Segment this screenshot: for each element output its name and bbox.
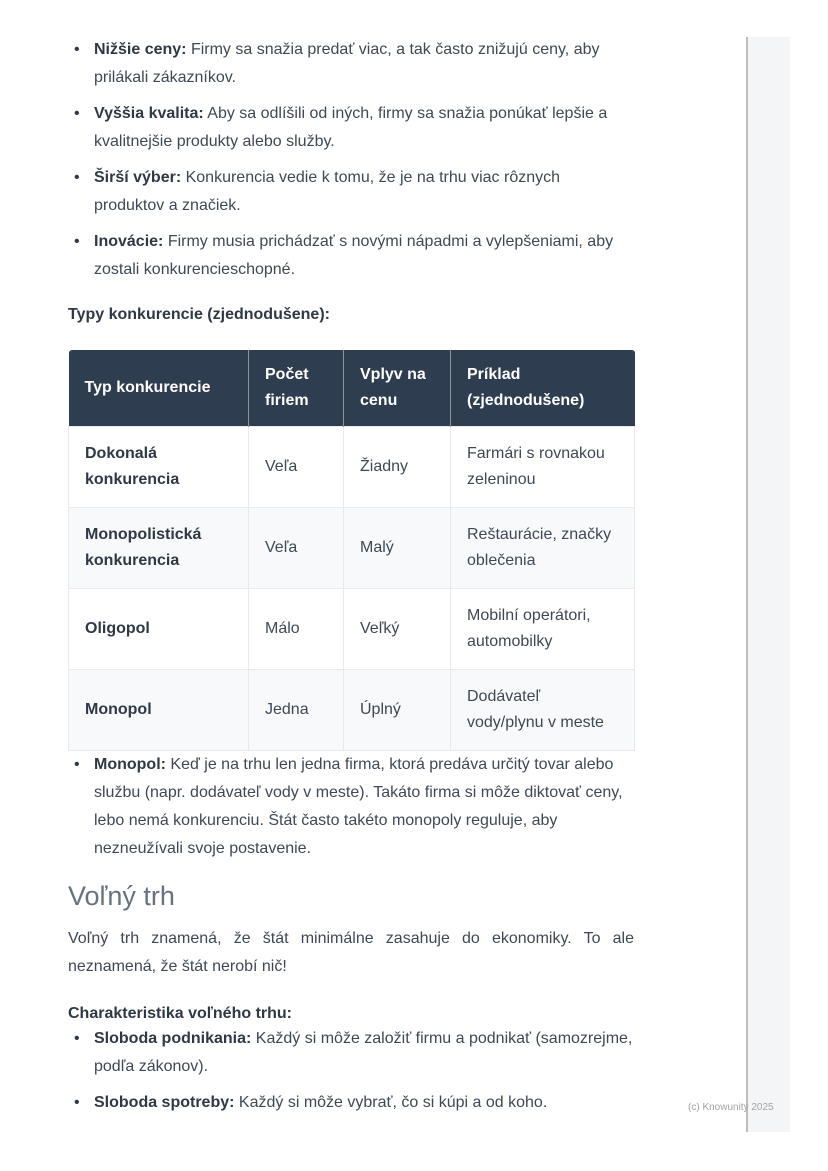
bullet-item [68,751,634,863]
cell-price-influence: Veľký [344,589,451,670]
bullet-item [68,36,634,92]
cell-example: Reštaurácie, značky oblečenia [451,508,635,589]
bullet-lead: Nižšie ceny: [94,41,187,58]
bullet-item [68,1089,634,1117]
bullet-lead: Sloboda podnikania: [94,1030,252,1047]
freedoms-bullet-list [68,1025,634,1117]
cell-type: Monopol [69,670,249,751]
section-paragraph: Voľný trh znamená, že štát minimálne zasahuje do ekonomiky. To ale neznamená, že štát nerobí nič! [68,930,634,975]
bullet-text: Každý si môže založiť firmu a podnikať (samozrejme, podľa zákonov). [94,1030,633,1075]
page-content [68,36,634,1117]
cell-example: Dodávateľ vody/plynu v meste [451,670,635,751]
cell-example: Farmári s rovnakou zeleninou [451,427,635,508]
bullet-text: Firmy musia prichádzať s novými nápadmi a vylepšeniami, aby zostali konkurencieschopné. [94,233,614,278]
bullet-text: Konkurencia vedie k tomu, že je na trhu viac rôznych produktov a značiek. [94,169,561,214]
monopol-bullet-list [68,751,634,863]
table-row [69,670,635,751]
benefits-bullet-list [68,36,634,284]
table-row [69,589,635,670]
column-header-type: Typ konkurencie [69,350,249,427]
column-header-count: Počet firiem [249,350,344,427]
bullet-text: Keď je na trhu len jedna firma, ktorá predáva určitý tovar alebo službu (napr. dodávateľ vody v meste). Takáto firma si môže diktovať ceny, lebo nemá konkurenciu. Štát často takéto monopoly reguluje, aby nezneužívali svoje postavenie. [94,756,623,857]
bullet-lead: Inovácie: [94,233,164,250]
competition-types-table [68,350,635,751]
bullet-item [68,228,634,284]
bullet-lead: Širší výber: [94,169,182,186]
bullet-text: Aby sa odlíšili od iných, firmy sa snažia ponúkať lepšie a kvalitnejšie produkty alebo služby. [94,105,608,150]
bullet-item [68,1025,634,1081]
table-header-row [69,350,635,427]
cell-example: Mobilní operátori, automobilky [451,589,635,670]
table-row [69,427,635,508]
bullet-lead: Vyššia kvalita: [94,105,204,122]
table-heading: Typy konkurencie (zjednodušene): [68,306,330,323]
cell-count: Jedna [249,670,344,751]
column-header-example: Príklad (zjednodušene) [451,350,635,427]
cell-price-influence: Malý [344,508,451,589]
cell-type: Monopolistická konkurencia [69,508,249,589]
column-header-price-influence: Vplyv na cenu [344,350,451,427]
cell-type: Dokonalá konkurencia [69,427,249,508]
characteristics-heading: Charakteristika voľného trhu: [68,1005,292,1022]
bullet-text: Firmy sa snažia predať viac, a tak často znižujú ceny, aby prilákali zákazníkov. [94,41,600,86]
cell-price-influence: Žiadny [344,427,451,508]
bullet-text: Každý si môže vybrať, čo si kúpi a od koho. [238,1094,548,1111]
cell-count: Veľa [249,427,344,508]
bullet-item [68,164,634,220]
cell-type: Oligopol [69,589,249,670]
footer-watermark: (c) Knowunity 2025 [688,1102,774,1113]
bullet-lead: Monopol: [94,756,166,773]
section-heading-volny-trh: Voľný trh [68,881,175,911]
bullet-item [68,100,634,156]
bullet-lead: Sloboda spotreby: [94,1094,235,1111]
cell-count: Málo [249,589,344,670]
cell-price-influence: Úplný [344,670,451,751]
table-row [69,508,635,589]
cell-count: Veľa [249,508,344,589]
right-page-edge-strip [746,37,790,1132]
